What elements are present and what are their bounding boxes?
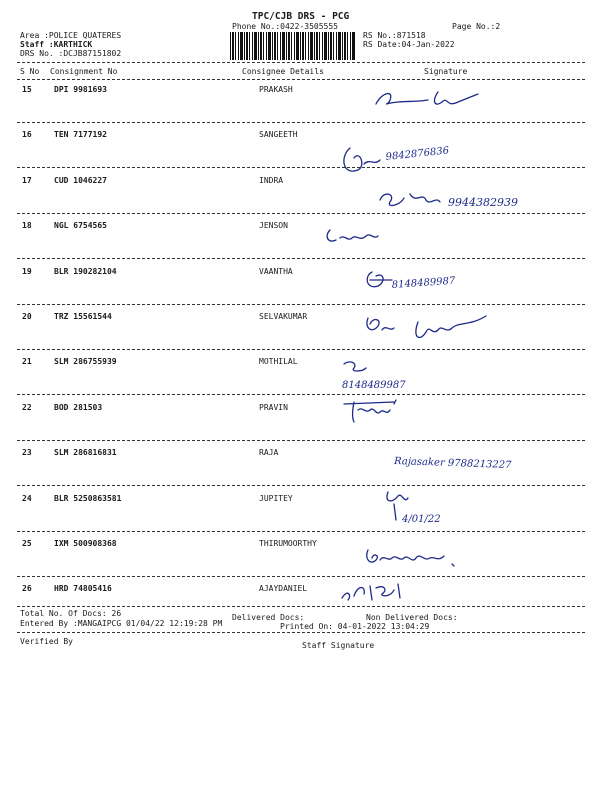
total-docs: Total No. Of Docs: 26 <box>20 609 122 618</box>
area: Area :POLICE QUATERES <box>20 31 122 40</box>
row-consignee: PRAKASH <box>259 85 293 94</box>
row-consignee: SANGEETH <box>259 130 298 139</box>
row-consignee: PRAVIN <box>259 403 288 412</box>
row-divider <box>17 440 585 441</box>
row-divider <box>17 576 585 577</box>
row-sno: 22 <box>22 403 32 412</box>
col-consignment: Consignment No <box>50 67 118 76</box>
phone-number: Phone No.:0422-3505555 <box>232 22 338 31</box>
page-number: Page No.:2 <box>452 22 501 31</box>
signature-17 <box>374 180 574 220</box>
row-sno: 21 <box>22 357 32 366</box>
row-sno: 20 <box>22 312 32 321</box>
signature-24 <box>378 484 468 528</box>
rs-date: RS Date:04-Jan-2022 <box>363 40 455 49</box>
divider <box>17 79 585 80</box>
row-divider <box>17 122 585 123</box>
col-sno: S No <box>20 67 40 76</box>
row-divider <box>17 349 585 350</box>
signature-18 <box>322 222 392 250</box>
row-consignment: IXM 500908368 <box>54 539 117 548</box>
row-sno: 16 <box>22 130 32 139</box>
row-consignment: NGL 6754565 <box>54 221 107 230</box>
signature-26 <box>336 578 416 604</box>
non-delivered-docs: Non Delivered Docs: <box>366 613 458 622</box>
signature-19 <box>362 264 512 298</box>
row-divider <box>17 258 585 259</box>
row-consignee: THIRUMOORTHY <box>259 539 317 548</box>
barcode <box>230 32 356 60</box>
signature-20 <box>360 310 500 346</box>
row-consignment: CUD 1046227 <box>54 176 107 185</box>
row-sno: 26 <box>22 584 32 593</box>
report-title: TPC/CJB DRS - PCG <box>252 11 350 22</box>
row-sno: 15 <box>22 85 32 94</box>
divider <box>17 606 585 607</box>
printed-on: Printed On: 04-01-2022 13:04:29 <box>280 622 430 631</box>
staff-signature: Staff Signature <box>302 641 375 650</box>
col-consignee: Consignee Details <box>242 67 324 76</box>
row-sno: 23 <box>22 448 32 457</box>
row-consignee: JENSON <box>259 221 288 230</box>
col-signature: Signature <box>424 67 468 76</box>
row-consignee: AJAYDANIEL <box>259 584 308 593</box>
svg-text:9944382939: 9944382939 <box>448 196 518 209</box>
row-sno: 17 <box>22 176 32 185</box>
row-consignee: MOTHILAL <box>259 357 298 366</box>
row-consignment: BOD 281503 <box>54 403 103 412</box>
rs-number: RS No.:871518 <box>363 31 426 40</box>
svg-text:4/01/22: 4/01/22 <box>402 514 441 525</box>
row-sno: 25 <box>22 539 32 548</box>
row-consignment: BLR 5250863581 <box>54 494 122 503</box>
row-consignment: SLM 286816831 <box>54 448 117 457</box>
row-consignee: SELVAKUMAR <box>259 312 308 321</box>
svg-text:8148489987: 8148489987 <box>342 380 406 391</box>
divider <box>17 632 585 633</box>
svg-text:8148489987: 8148489987 <box>391 275 456 291</box>
row-sno: 18 <box>22 221 32 230</box>
row-consignment: DPI 9981693 <box>54 85 107 94</box>
entered-by: Entered By :MANGAIPCG 01/04/22 12:19:28 PM <box>20 619 223 628</box>
staff-name: Staff :KARTHICK <box>20 40 93 49</box>
row-consignment: BLR 190282104 <box>54 267 117 276</box>
verified-by: Verified By <box>20 637 73 646</box>
row-consignee: JUPITEY <box>259 494 293 503</box>
row-divider <box>17 394 585 395</box>
signature-15 <box>368 86 488 116</box>
row-consignee: VAANTHA <box>259 267 293 276</box>
signature-21 <box>338 356 478 396</box>
row-sno: 24 <box>22 494 32 503</box>
signature-22 <box>340 396 420 426</box>
signature-16 <box>330 138 520 184</box>
row-consignee: RAJA <box>259 448 279 457</box>
divider <box>17 62 585 63</box>
row-consignment: SLM 286755939 <box>54 357 117 366</box>
signature-23 <box>392 450 572 480</box>
signature-25 <box>360 542 470 572</box>
row-sno: 19 <box>22 267 32 276</box>
row-consignee: INDRA <box>259 176 284 185</box>
delivered-docs: Delivered Docs: <box>232 613 305 622</box>
svg-text:9842876836: 9842876836 <box>385 145 450 163</box>
row-consignment: TEN 7177192 <box>54 130 107 139</box>
row-divider <box>17 485 585 486</box>
row-consignment: TRZ 15561544 <box>54 312 112 321</box>
row-divider <box>17 304 585 305</box>
svg-text:Rajasaker 9788213227: Rajasaker 9788213227 <box>393 456 512 472</box>
row-divider <box>17 531 585 532</box>
drs-number: DRS No. :DCJB87151802 <box>20 49 122 58</box>
row-consignment: HRD 74805416 <box>54 584 112 593</box>
